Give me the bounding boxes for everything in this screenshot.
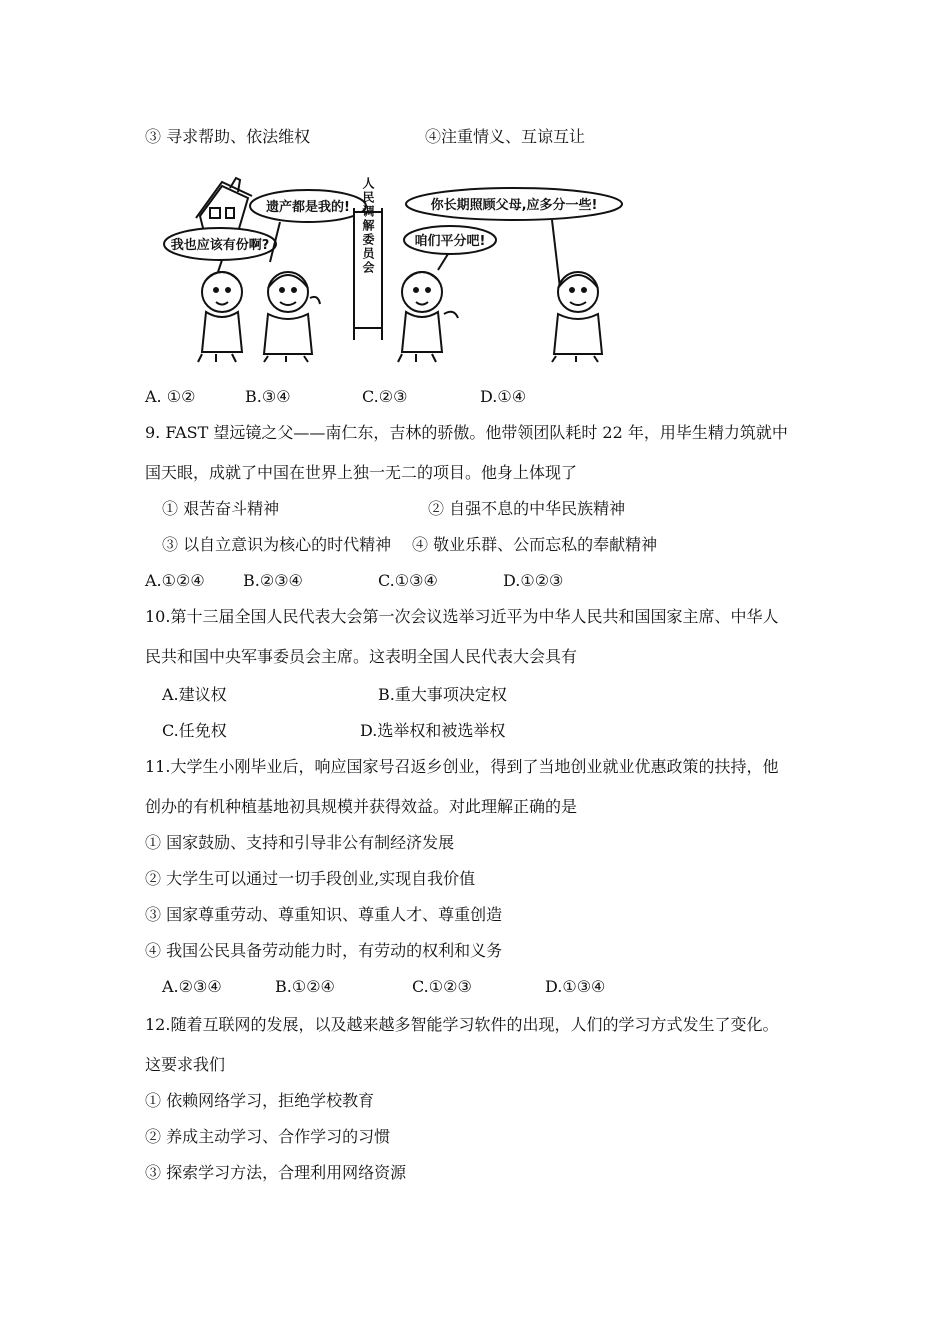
q8-option-a: A. ①②: [145, 387, 196, 406]
q9-item-4: ④ 敬业乐群、公而忘私的奉献精神: [412, 535, 658, 554]
q12-item-1: ① 依赖网络学习，拒绝学校教育: [145, 1091, 375, 1110]
bubble-right-top: 你长期照顾父母,应多分一些!: [430, 198, 598, 213]
q10-option-b: B.重大事项决定权: [378, 685, 507, 704]
q12-stem-line-2: 这要求我们: [145, 1055, 226, 1074]
q11-option-b: B.①②④: [275, 977, 335, 996]
q8-option-b: B.③④: [245, 387, 291, 406]
q10-option-d: D.选举权和被选举权: [360, 721, 506, 740]
q10-stem-line-1: 10.第十三届全国人民代表大会第一次会议选举习近平为中华人民共和国国家主席、中华人: [145, 607, 779, 626]
q11-item-4: ④ 我国公民具备劳动能力时，有劳动的权利和义务: [145, 941, 503, 960]
left-boy-figure: [198, 272, 242, 362]
cartoon-drawing: [160, 168, 638, 364]
q11-option-a: A.②③④: [162, 977, 222, 996]
q9-item-2: ② 自强不息的中华民族精神: [428, 499, 626, 518]
right-woman-figure: [552, 272, 602, 362]
q10-option-c: C.任免权: [162, 721, 227, 740]
house-icon: [196, 178, 252, 232]
q11-item-2: ② 大学生可以通过一切手段创业,实现自我价值: [145, 869, 476, 888]
q9-option-a: A.①②④: [145, 571, 205, 590]
q11-option-d: D.①③④: [545, 977, 606, 996]
q9-stem-line-1: 9. FAST 望远镜之父——南仁东，吉林的骄傲。他带领团队耗时 22 年，用毕生精力筑就中: [145, 423, 788, 442]
q12-stem-line-1: 12.随着互联网的发展，以及越来越多智能学习软件的出现，人们的学习方式发生了变化。: [145, 1015, 779, 1034]
q11-option-c: C.①②③: [412, 977, 472, 996]
q12-item-3: ③ 探索学习方法，合理利用网络资源: [145, 1163, 407, 1182]
q9-item-1: ① 艰苦奋斗精神: [162, 499, 280, 518]
q10-option-a: A.建议权: [162, 685, 227, 704]
left-woman-figure: [264, 272, 320, 362]
q9-option-d: D.①②③: [503, 571, 564, 590]
q8-option-c: C.②③: [362, 387, 408, 406]
bubble-left-woman: 遗产都是我的!: [266, 200, 350, 215]
q8-item-3: ③ 寻求帮助、依法维权: [145, 127, 311, 146]
q8-cartoon: [160, 168, 638, 364]
q9-item-3: ③ 以自立意识为核心的时代精神: [162, 535, 392, 554]
right-boy-figure: [398, 272, 458, 362]
q9-option-c: C.①③④: [378, 571, 438, 590]
q9-stem-line-2: 国天眼，成就了中国在世界上独一无二的项目。他身上体现了: [145, 463, 578, 482]
bubble-left-boy: 我也应该有份啊?: [170, 238, 270, 253]
q11-item-3: ③ 国家尊重劳动、尊重知识、尊重人才、尊重创造: [145, 905, 503, 924]
bubble-right-boy: 咱们平分吧!: [414, 234, 486, 249]
q11-stem-line-2: 创办的有机种植基地初具规模并获得效益。对此理解正确的是: [145, 797, 578, 816]
q8-item-4: ④注重情义、互谅互让: [425, 127, 586, 146]
q11-item-1: ① 国家鼓励、支持和引导非公有制经济发展: [145, 833, 455, 852]
q8-option-d: D.①④: [480, 387, 527, 406]
q12-item-2: ② 养成主动学习、合作学习的习惯: [145, 1127, 391, 1146]
banner-mediation-committee: 人民调解委员会: [361, 177, 375, 275]
q10-stem-line-2: 民共和国中央军事委员会主席。这表明全国人民代表大会具有: [145, 647, 578, 666]
q9-option-b: B.②③④: [243, 571, 303, 590]
q11-stem-line-1: 11.大学生小刚毕业后，响应国家号召返乡创业，得到了当地创业就业优惠政策的扶持，他: [145, 757, 779, 776]
